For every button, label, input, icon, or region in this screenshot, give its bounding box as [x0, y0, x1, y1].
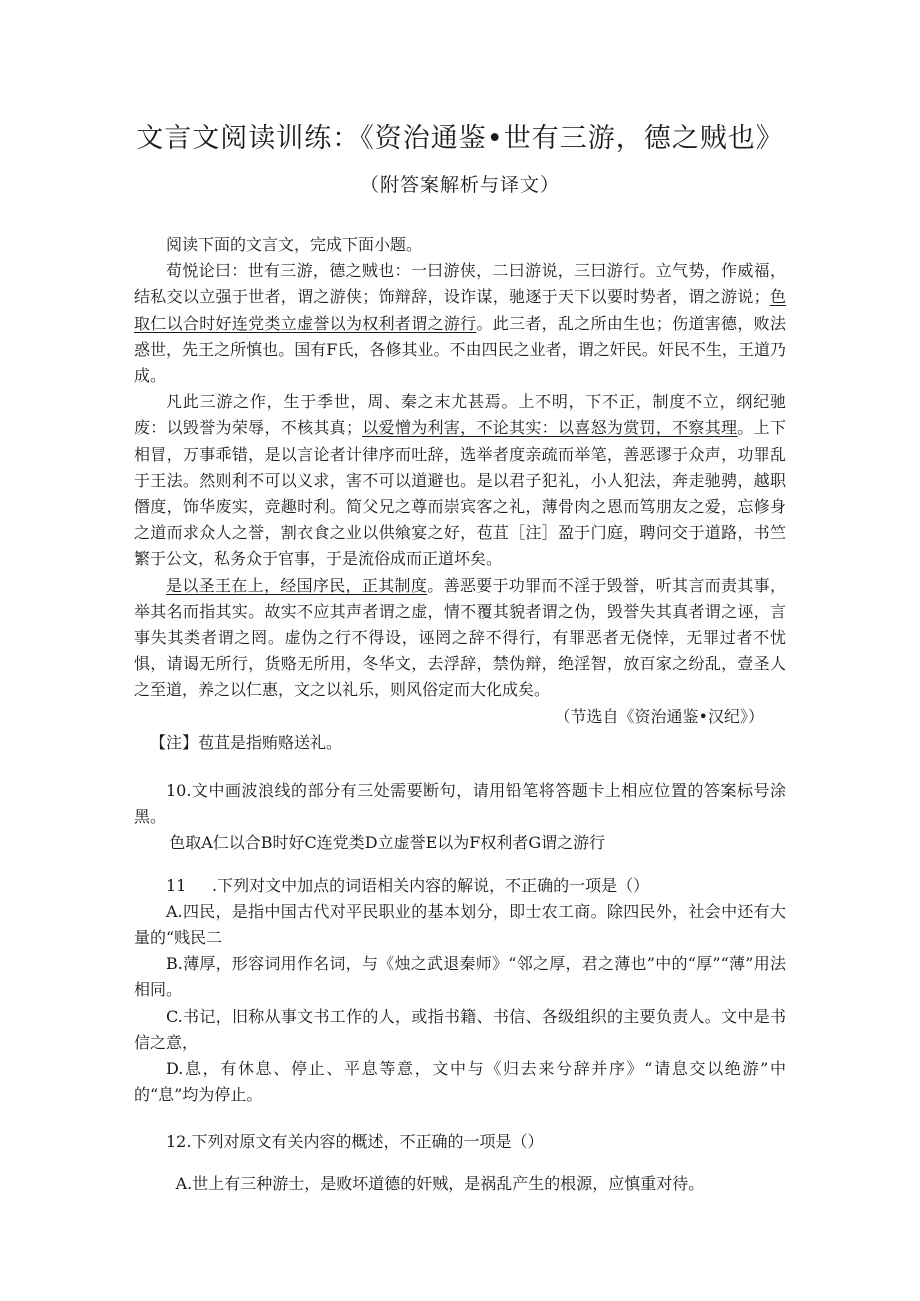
question-10-text: .文中画波浪线的部分有三处需要断句，请用铅笔将答题卡上相应位置的答案标号涂黑。: [134, 781, 786, 827]
document-body: [134, 232, 786, 1197]
paragraph-2-text-a: 凡此三游之作，生于季世，周、秦之末尤甚焉。上不明，下不正，制度不立，纲纪驰废：以毁誉为荣辱，不核其真；: [134, 392, 786, 438]
paragraph-2-text-b: 。上下相冒，万事乖错，是以言论者计律序而吐辞，选举者度亲疏而举笔，善恶谬于众声，功罪乱于王法。然则利不可以义求，害不可以道避也。是以君子犯礼，小人犯法，奔走驰骋，越职僭度，饰华废实，竞趣时利。简父兄之尊而崇宾客之礼，薄骨肉之恩而笃朋友之爱，忘修身之道而求众人之誉，割衣食之业以供飨宴之好，苞苴［注］盈于门庭，聘问交于道路，书竺繁于公文，私务众于官事，于是流俗成而正道坏矣。: [134, 418, 786, 569]
question-12-text: .下列对原文有关内容的概述，不正确的一项是（）: [186, 1131, 544, 1151]
underlined-sentence-3: 是以圣王在上，经国序民，正其制度: [166, 575, 428, 595]
question-12-number: 12: [166, 1131, 187, 1151]
question-12: [134, 1129, 786, 1155]
reading-instruction: 阅读下面的文言文，完成下面小题。: [166, 235, 423, 254]
question-11-text: .下列对文中加点的词语相关内容的解说，不正确的一项是（）: [212, 875, 650, 895]
underlined-sentence-2: 以爱憎为利害，不论其实：以喜怒为赏罚，不察其理: [362, 418, 738, 438]
question-10-number: 10: [166, 781, 187, 801]
source-citation: （节选自《资治通鉴•汉纪》）: [554, 706, 764, 726]
wavy-underlined-sentence: 色取仁以合时好连党类立虚誉以为权利者谓之游行: [134, 287, 786, 333]
question-11-option-c: C.书记，旧称从事文书工作的人，或指书籍、书信、各级组织的主要负责人。文中是书信之意，: [134, 1006, 786, 1052]
question-11-number: 11: [166, 875, 187, 895]
annotation-note: 【注】苞苴是指贿赂送礼。: [150, 732, 343, 752]
page-subtitle: （附答案解析与译文）: [359, 174, 560, 196]
question-10-choices: 色取A仁以合B时好C连党类D立虚誉E以为F权利者G谓之游行: [169, 833, 606, 853]
paragraph-3-text-b: 。善恶要于功罪而不淫于毁誉，听其言而责其事，举其名而指其实。故实不应其声者谓之虚，情不覆其貌者谓之伪，毁誉失其真者谓之诬，言事失其类者谓之罔。虚伪之行不得设，诬罔之辞不得行，有罪恶者无侥悻，无罪过者不忧惧，请谒无所行，货赂无所用，冬华文，去浮辞，禁伪辩，绝淫智，放百家之纷乱，壹圣人之至道，养之以仁惠，文之以礼乐，则风俗定而大化成矣。: [134, 575, 786, 700]
question-12-option-a: A.世上有三种游士，是败坏道德的奸贼，是祸乱产生的根源，应慎重对待。: [175, 1173, 705, 1193]
passage-paragraph-1: [134, 258, 786, 389]
passage-paragraph-2: [134, 389, 786, 572]
question-11-option-a: A.四民，是指中国古代对平民职业的基本划分，即士农工商。除四民外，社会中还有大量的“贱民二: [134, 901, 786, 948]
question-11-option-b: B.薄厚，形容词用作名词，与《烛之武退秦师》“邻之厚，君之薄也”中的“厚”“薄”用法相同。: [134, 954, 786, 1000]
passage-paragraph-3: [134, 573, 786, 704]
question-10: [134, 778, 786, 830]
question-11-option-d: D.息，有休息、停止、平息等意，文中与《归去来兮辞并序》“请息交以绝游”中的“息”均为停止。: [134, 1059, 786, 1105]
paragraph-1-text-b: 。此三者，乱之所由生也；伤道害德，败法惑世，先王之所慎也。国有F氏，各修其业。不由四民之业者，谓之奸民。奸民不生，王道乃成。: [134, 313, 786, 386]
page-title: 文言文阅读训练：《资治通鉴•世有三游，德之贼也》: [136, 123, 784, 154]
question-11: [134, 873, 786, 899]
paragraph-1-text-a: 荀悦论曰：世有三游，德之贼也：一曰游侠，二曰游说，三曰游行。立气势，作威福，结私交以立强于世者，谓之游侠；饰辩辞，设诈谋，驰逐于天下以要时势者，谓之游说；: [134, 261, 786, 307]
